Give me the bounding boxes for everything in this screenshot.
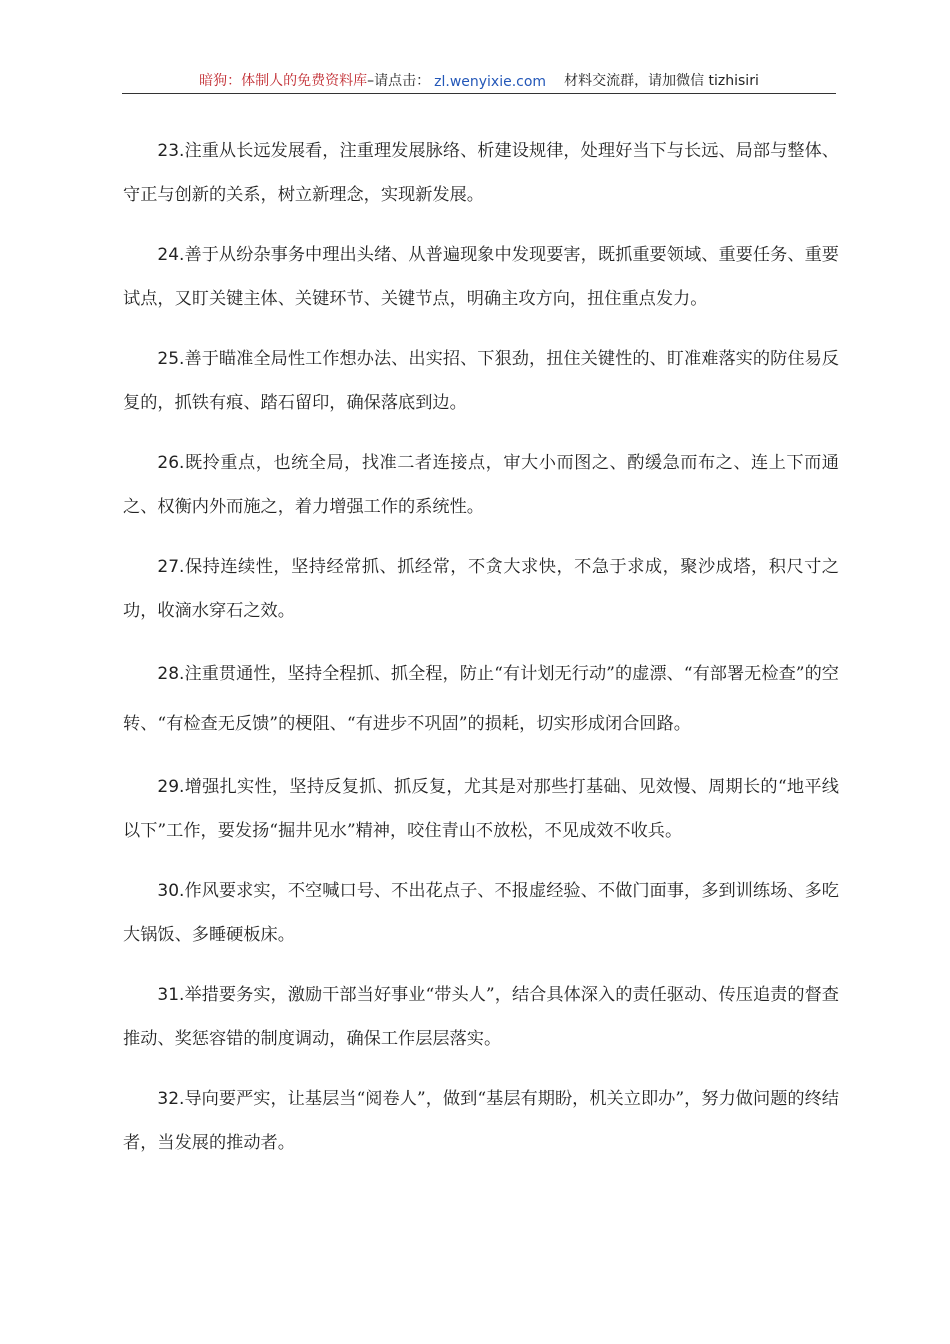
paragraph-number: 26. (157, 453, 185, 473)
paragraph-23 (123, 129, 839, 217)
document-body (123, 129, 839, 1181)
paragraph-text: 作风要求实，不空喊口号、不出花点子、不报虚经验、不做门面事，多到训练场、多吃大锅饭、多睡硬板床。 (123, 881, 839, 945)
paragraph-28 (123, 649, 839, 749)
paragraph-text: 善于从纷杂事务中理出头绪、从普遍现象中发现要害，既抓重要领域、重要任务、重要试点，又盯关键主体、关键环节、关键节点，明确主攻方向，扭住重点发力。 (123, 245, 839, 309)
paragraph-30 (123, 869, 839, 957)
page-header (122, 70, 836, 94)
header-link[interactable]: zl.wenyixie.com (434, 74, 547, 90)
paragraph-number: 28. (157, 664, 185, 684)
paragraph-text: 注重从长远发展看，注重理发展脉络、析建设规律，处理好当下与长远、局部与整体、守正与创新的关系，树立新理念，实现新发展。 (123, 141, 839, 205)
paragraph-text: 举措要务实，激励干部当好事业“带头人”，结合具体深入的责任驱动、传压追责的督查推动、奖惩容错的制度调动，确保工作层层落实。 (123, 985, 839, 1049)
header-contact: 材料交流群，请加微信 tizhisiri (564, 73, 759, 89)
paragraph-text: 既拎重点，也统全局，找准二者连接点，审大小而图之、酌缓急而布之、连上下而通之、权衡内外而施之，着力增强工作的系统性。 (123, 453, 839, 517)
paragraph-number: 24. (157, 245, 185, 265)
paragraph-24 (123, 233, 839, 321)
paragraph-26 (123, 441, 839, 529)
paragraph-number: 32. (157, 1089, 185, 1109)
paragraph-text: 增强扎实性，坚持反复抓、抓反复，尤其是对那些打基础、见效慢、周期长的“地平线以下”工作，要发扬“掘井见水”精神，咬住青山不放松，不见成效不收兵。 (123, 777, 839, 841)
paragraph-number: 31. (157, 985, 185, 1005)
paragraph-number: 27. (157, 557, 185, 577)
paragraph-text: 善于瞄准全局性工作想办法、出实招、下狠劲，扭住关键性的、盯准难落实的防住易反复的，抓铁有痕、踏石留印，确保落底到边。 (123, 349, 839, 413)
paragraph-number: 25. (157, 349, 185, 369)
header-click-prompt: –请点击： (367, 73, 431, 89)
paragraph-text: 保持连续性，坚持经常抓、抓经常，不贪大求快，不急于求成，聚沙成塔，积尺寸之功，收滴水穿石之效。 (123, 557, 839, 621)
paragraph-number: 23. (157, 141, 185, 161)
paragraph-number: 29. (157, 777, 185, 797)
paragraph-27 (123, 545, 839, 633)
paragraph-29 (123, 765, 839, 853)
paragraph-text: 导向要严实，让基层当“阅卷人”，做到“基层有期盼，机关立即办”，努力做问题的终结者，当发展的推动者。 (123, 1089, 839, 1153)
paragraph-text: 注重贯通性，坚持全程抓、抓全程，防止“有计划无行动”的虚漂、“有部署无检查”的空转、“有检查无反馈”的梗阻、“有进步不巩固”的损耗，切实形成闭合回路。 (123, 664, 839, 734)
header-brand: 暗狗：体制人的免费资料库 (199, 73, 368, 89)
paragraph-31 (123, 973, 839, 1061)
paragraph-32 (123, 1077, 839, 1165)
paragraph-25 (123, 337, 839, 425)
paragraph-number: 30. (157, 881, 185, 901)
